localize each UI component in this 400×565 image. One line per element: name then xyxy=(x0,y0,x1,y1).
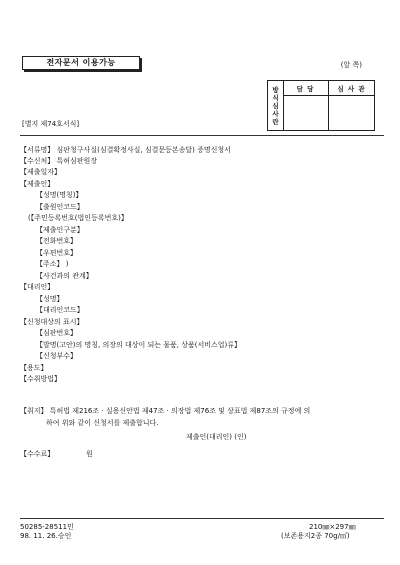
approval-sign-examiner xyxy=(328,95,374,130)
declaration-text xyxy=(20,405,384,429)
top-divider xyxy=(20,135,384,136)
page-side-note: (앞 쪽) xyxy=(340,61,362,69)
approval-col-manager: 담 당 xyxy=(296,84,315,93)
approval-col-examiner: 심 사 관 xyxy=(328,81,374,95)
field-applicant-code: 【출원인코드】 xyxy=(36,203,84,211)
field-agent: 【대리인】 xyxy=(20,283,55,291)
field-target: 【신청대상의 표시】 xyxy=(20,318,84,326)
declaration-line-1: 【취지】 특허법 제216조 · 실용신안법 제47조 · 의장법 제76조 및 상표법 제87조의 규정에 의 xyxy=(20,407,311,415)
footer-approval-date: 98. 11. 26.승인 xyxy=(20,532,72,540)
approval-side-label: 방 식 심 사 란 xyxy=(268,81,284,130)
field-case-relation: 【사건과의 관계】 xyxy=(36,272,93,280)
approval-sign-manager xyxy=(283,95,328,130)
form-number: [별지 제74호서식] xyxy=(22,120,80,128)
field-applicant-address: 【주소】 ) xyxy=(36,260,69,268)
approval-box xyxy=(267,80,375,131)
field-applicant-type: 【제출인구분】 xyxy=(36,226,84,234)
footer-paper-size: 210㎜×297㎜ xyxy=(309,523,356,531)
field-purpose: 【용도】 xyxy=(20,364,48,372)
field-submit-date: 【제출일자】 xyxy=(20,168,62,176)
fee-label: 【수수료】 xyxy=(20,450,55,458)
field-applicant-rrn: (【주민등록번호(법인등록번호)】 xyxy=(28,214,128,222)
field-agent-code: 【대리인코드】 xyxy=(36,306,84,314)
field-recipient: 【수신처】 특허심판원장 xyxy=(20,157,98,165)
field-applicant-zip: 【우편번호】 xyxy=(36,249,78,257)
fee-unit: 원 xyxy=(86,450,93,458)
field-agent-name: 【성명】 xyxy=(36,295,64,303)
eform-available-label: 전자문서 이용가능 xyxy=(22,56,140,70)
field-applicant: 【제출인】 xyxy=(20,180,55,188)
field-invention-title: 【발명(고안)의 명칭, 의장의 대상이 되는 물품, 상품(서비스업)류】 xyxy=(36,341,242,349)
applicant-signature: 제출인(대리인) (인) xyxy=(186,433,247,441)
bottom-divider xyxy=(20,518,384,519)
footer-form-code: 50285-28511민 xyxy=(20,523,74,531)
footer-paper-type: (보존용지2종 70g/㎡) xyxy=(281,532,350,540)
field-trial-number: 【심판번호】 xyxy=(36,329,78,337)
field-applicant-phone: 【전화번호】 xyxy=(36,237,78,245)
field-copies: 【신청부수】 xyxy=(36,352,78,360)
field-receipt-method: 【수취방법】 xyxy=(20,375,62,383)
field-doc-name: 【서류명】 심판청구사실(심결확정사실, 심결문등본송달) 증명신청서 xyxy=(20,146,231,154)
field-applicant-name: 【성명(명칭)】 xyxy=(36,191,83,199)
declaration-line-2: 하여 위와 같이 신청서를 제출합니다. xyxy=(46,419,159,427)
